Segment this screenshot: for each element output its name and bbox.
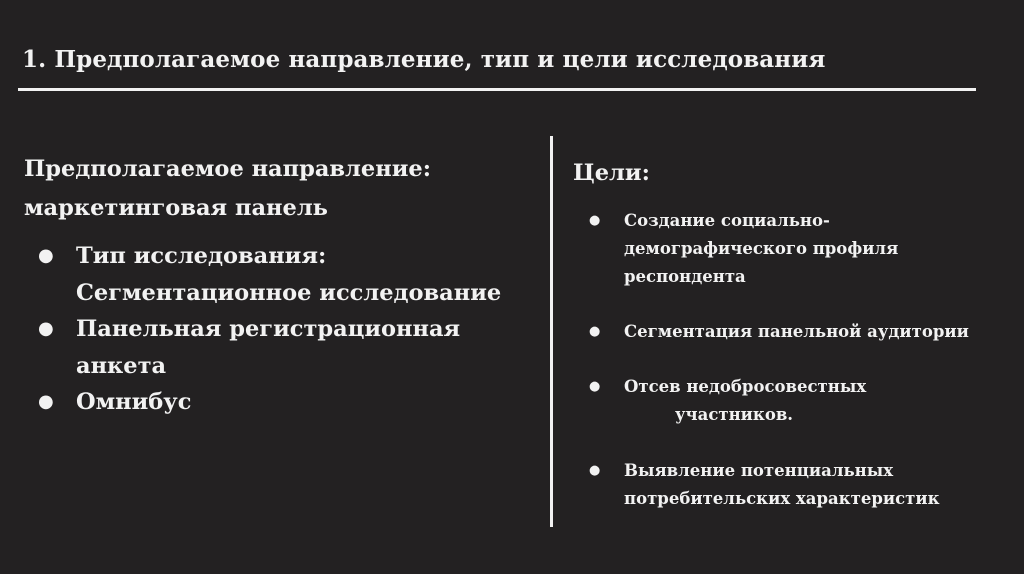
goal-line: участников. [675, 405, 794, 424]
title-underline [18, 88, 976, 91]
goal-line: Отсев недобросовестных [624, 377, 867, 396]
slide-title: 1. Предполагаемое направление, тип и цели исследования [22, 46, 826, 73]
goal-line: Выявление потенциальных [624, 461, 894, 480]
list-item-line-1: Омнибус [76, 389, 192, 415]
direction-line-1: Предполагаемое направление: [24, 156, 432, 182]
bullet-icon: ● [589, 324, 601, 339]
list-item [24, 384, 534, 421]
right-column [573, 155, 1003, 508]
list-item-line-1: Панельная регистрационная [76, 316, 461, 342]
bullet-icon: ● [589, 463, 601, 478]
list-item-line-2: анкета [76, 352, 167, 379]
left-bullet-list [24, 238, 534, 421]
direction-line-2: маркетинговая панель [24, 195, 328, 221]
list-item-line-2: Сегментационное исследование [76, 279, 502, 306]
bullet-icon: ● [589, 213, 601, 228]
goal-line: респондента [624, 267, 746, 286]
list-item [24, 238, 534, 311]
bullet-icon: ● [38, 245, 54, 266]
column-divider [550, 136, 553, 527]
direction-text [24, 150, 534, 228]
list-item-line-1: Тип исследования: [76, 243, 327, 269]
bullet-icon: ● [589, 379, 601, 394]
goal-line: Создание социально- [624, 211, 830, 230]
left-column [24, 150, 534, 421]
bullet-icon: ● [38, 391, 54, 412]
goal-line: демографического профиля [624, 239, 899, 258]
bullet-icon: ● [38, 318, 54, 339]
goals-heading: Цели: [573, 160, 650, 186]
goal-line: Сегментация панельной аудитории [624, 322, 969, 341]
goal-line: потребительских характеристик [624, 489, 940, 508]
list-item [24, 311, 534, 384]
